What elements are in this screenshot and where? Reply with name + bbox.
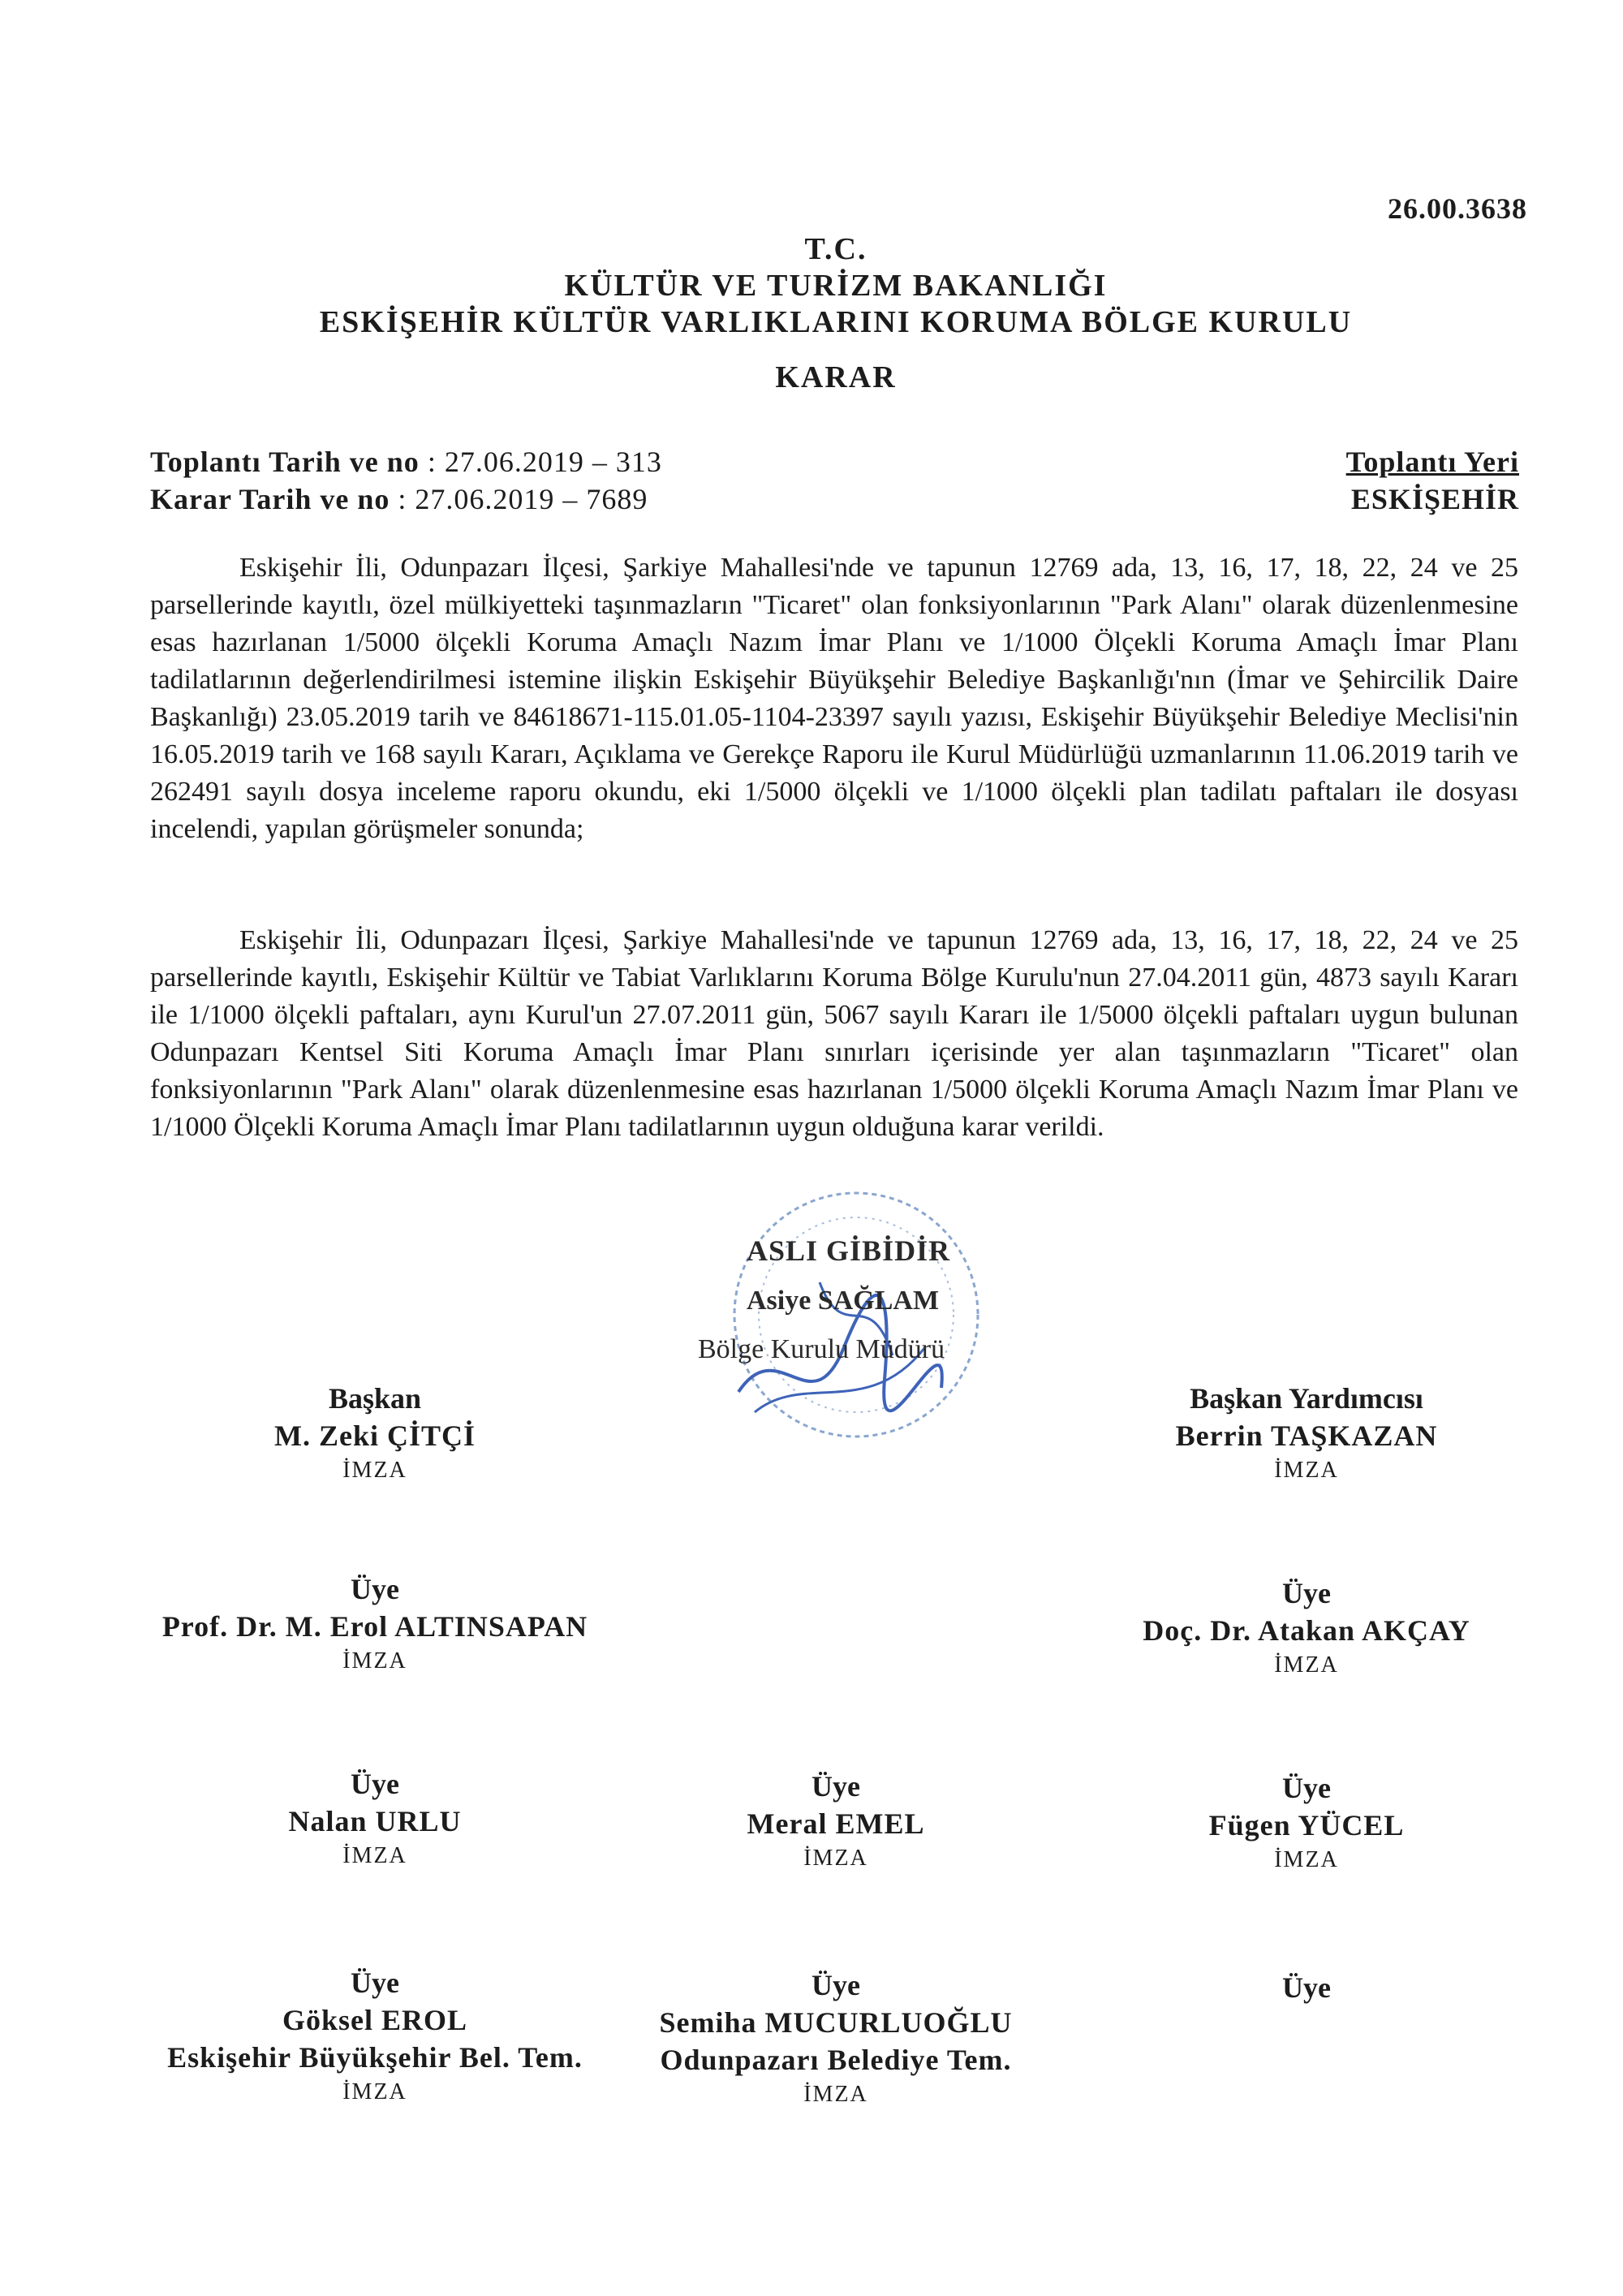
signature-vice-president bbox=[1022, 1380, 1591, 1487]
signature-role: Üye bbox=[812, 1969, 860, 2001]
signature-role: Üye bbox=[1282, 1772, 1331, 1804]
signature-name: Nalan URLU bbox=[288, 1805, 462, 1837]
certified-copy-stamp bbox=[682, 1185, 1031, 1453]
signature-affiliation: Eskişehir Büyükşehir Bel. Tem. bbox=[167, 2041, 583, 2074]
signature-name: M. Zeki ÇİTÇİ bbox=[273, 1419, 476, 1452]
signature-role: Üye bbox=[351, 1966, 399, 1999]
signature-affiliation: Odunpazarı Belediye Tem. bbox=[660, 2044, 1012, 2076]
signature-role: Başkan bbox=[328, 1382, 422, 1415]
signature-imza: İMZA bbox=[1274, 1847, 1339, 1872]
place-value: ESKİŞEHİR bbox=[1350, 483, 1519, 515]
signature-role: Başkan Yardımcısı bbox=[1190, 1382, 1423, 1415]
signature-name: Berrin TAŞKAZAN bbox=[1175, 1419, 1438, 1452]
signature-name: Fügen YÜCEL bbox=[1208, 1809, 1405, 1842]
decision-label: Karar Tarih ve no bbox=[150, 483, 390, 515]
signature-imza: İMZA bbox=[342, 1648, 407, 1674]
body-paragraph-2: Eskişehir İli, Odunpazarı İlçesi, Şarkiye Mahallesi'nde ve tapunun 12769 ada, 13, 16, 17, 18, 22, 24 ve 25 parsellerinde kayıtlı, Eskişehir Kültür ve Tabiat Varlıklarını Koruma Bölge Kurulu'nun 27.04.2011 gün, 4873 sayılı Kararı ile 1/1000 ölçekli paftaları, aynı Kurul'un 27.07.2011 gün, 5067 sayılı Kararı ile 1/5000 ölçekli paftaları uygun bulunan Odunpazarı Kentsel Siti Koruma Amaçlı İmar Planı sınırları içerisinde yer alan taşınmazların "Ticaret" olan fonksiyonlarının "Park Alanı" olarak düzenlenmesine esas hazırlanan 1/5000 ölçekli Koruma Amaçlı Nazım İmar Planı ve 1/1000 Ölçekli Koruma Amaçlı İmar Planı tadilatlarının uygun olduğuna karar verildi. bbox=[150, 925, 1518, 1142]
signature-name: Doç. Dr. Atakan AKÇAY bbox=[1143, 1614, 1470, 1647]
signature-member-vacant bbox=[1022, 1969, 1591, 2006]
signature-imza: İMZA bbox=[342, 1843, 407, 1868]
document-number: 26.00.3638 bbox=[1388, 192, 1527, 225]
meeting-value: : 27.06.2019 – 313 bbox=[427, 446, 662, 478]
signature-member-altinsapan bbox=[91, 1570, 659, 1678]
signature-role: Üye bbox=[351, 1768, 399, 1800]
decision-value: : 27.06.2019 – 7689 bbox=[398, 483, 648, 515]
header-ministry: KÜLTÜR VE TURİZM BAKANLIĞI bbox=[564, 269, 1108, 303]
signature-role: Üye bbox=[351, 1573, 399, 1605]
meeting-info bbox=[150, 445, 662, 479]
signature-name: Göksel EROL bbox=[282, 2004, 468, 2036]
signature-name: Meral EMEL bbox=[747, 1807, 925, 1840]
meeting-label: Toplantı Tarih ve no bbox=[150, 446, 420, 478]
header-board: ESKİŞEHİR KÜLTÜR VARLIKLARINI KORUMA BÖLGE KURULU bbox=[319, 305, 1353, 339]
signature-imza: İMZA bbox=[803, 2082, 868, 2107]
decision-info bbox=[150, 482, 648, 516]
signature-role: Üye bbox=[812, 1770, 860, 1803]
signature-member-yucel bbox=[1022, 1769, 1591, 1876]
signature-name: Semiha MUCURLUOĞLU bbox=[659, 2006, 1013, 2039]
stamp-name: Asiye SAĞLAM bbox=[747, 1286, 940, 1316]
signature-imza: İMZA bbox=[1274, 1458, 1339, 1483]
signature-imza: İMZA bbox=[342, 2079, 407, 2104]
stamp-certified: ASLI GİBİDİR bbox=[747, 1234, 951, 1267]
signature-president bbox=[91, 1380, 659, 1487]
place-label: Toplantı Yeri bbox=[1345, 446, 1519, 478]
signature-name: Prof. Dr. M. Erol ALTINSAPAN bbox=[161, 1610, 588, 1643]
signature-role: Üye bbox=[1282, 1971, 1331, 2004]
header-karar: KARAR bbox=[775, 360, 897, 394]
stamp-seal-icon bbox=[682, 1185, 1031, 1453]
signature-imza: İMZA bbox=[342, 1458, 407, 1483]
signature-role: Üye bbox=[1282, 1577, 1331, 1609]
signature-imza: İMZA bbox=[803, 1846, 868, 1871]
stamp-title: Bölge Kurulu Müdürü bbox=[698, 1334, 945, 1364]
signature-imza: İMZA bbox=[1274, 1652, 1339, 1678]
header-tc: T.C. bbox=[804, 232, 867, 266]
signature-member-akcay bbox=[1022, 1574, 1591, 1682]
body-paragraph-1: Eskişehir İli, Odunpazarı İlçesi, Şarkiye Mahallesi'nde ve tapunun 12769 ada, 13, 16, 17, 18, 22, 24 ve 25 parsellerinde kayıtlı, özel mülkiyetteki taşınmazların "Ticaret" olan fonksiyonlarının "Park Alanı" olarak düzenlenmesine esas hazırlanan 1/5000 ölçekli Koruma Amaçlı Nazım İmar Planı ve 1/1000 Ölçekli Koruma Amaçlı İmar Planı tadilatlarının değerlendirilmesi istemine ilişkin Eskişehir Büyükşehir Belediye Başkanlığı'nın (İmar ve Şehircilik Daire Başkanlığı) 23.05.2019 tarih ve 84618671-115.01.05-1104-23397 sayılı yazısı, Eskişehir Büyükşehir Belediye Meclisi'nin 16.05.2019 tarih ve 168 sayılı Kararı, Açıklama ve Gerekçe Raporu ile Kurul Müdürlüğü uzmanlarının 11.06.2019 tarih ve 262491 sayılı dosya inceleme raporu okundu, eki 1/5000 ölçekli ve 1/1000 ölçekli plan tadilatı paftaları ile dosyası incelendi, yapılan görüşmeler sonunda; bbox=[150, 553, 1518, 844]
